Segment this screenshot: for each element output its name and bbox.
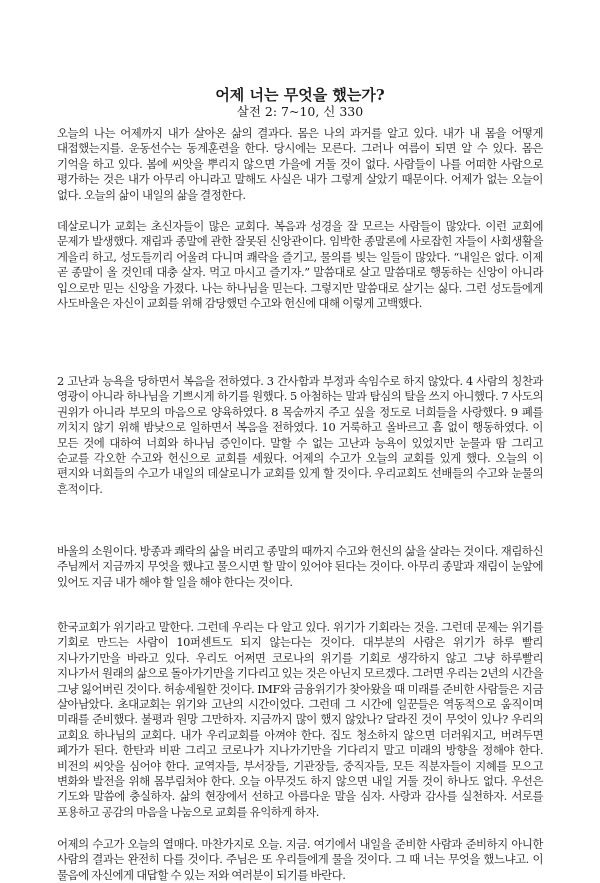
paragraph-1: 오늘의 나는 어제까지 내가 살아온 삶의 결과다. 몸은 나의 과거를 알고 있다. 내가 내 몸을 어떻게 대접했는지를. 운동선수는 동계훈련을 한다. 당시에는 모른다. 그러나 여름이 되면 알 수 있다. 몸은 기억을 하고 있다. 봄에 씨앗을 뿌리지 않으면 가을에 거둘 것이 없다. 사람들이 나를 어떠한 사람으로 평가하는 것은 내가 아무리 아니라고 말해도 사실은 내가 그렇게 살았기 때문이다. 어제가 없는 오늘이 없다. 오늘의 삶이 내일의 삶을 결정한다.: [57, 126, 543, 202]
paragraph-2: 데살로니가 교회는 초신자들이 많은 교회다. 복음과 성경을 잘 모르는 사람들이 많았다. 이런 교회에 문제가 발생했다. 재림과 종말에 관한 잘못된 신앙관이다. 임박한 종말론에 사로잡힌 자들이 사회생활을 게을리 하고, 성도들끼리 어울려 다니며 쾌락을 즐기고, 물의를 빚는 일들이 많았다. “내일은 없다. 이제 곧 종말이 올 것인데 대충 살자. 먹고 마시고 즐기자.” 말씀대로 살고 말씀대로 행동하는 신앙이 아니라 입으로만 믿는 신앙을 가졌다. 나는 하나님을 믿는다. 그렇지만 말씀대로 살기는 싫다. 그런 성도들에게 사도바울은 자신이 교회를 위해 감당했던 수고와 헌신에 대해 이렇게 고백했다.: [57, 219, 543, 311]
paragraph-4: 바울의 소원이다. 방종과 쾌락의 삶을 버리고 종말의 때까지 수고와 헌신의 삶을 살라는 것이다. 재림하신 주님께서 지금까지 무엇을 했냐고 물으시면 할 말이 있어야 된다는 것이다. 아무리 종말과 재림이 눈앞에 있어도 지금 내가 해야 할 일을 해야 한다는 것이다.: [57, 544, 543, 589]
paragraph-5: 한국교회가 위기라고 말한다. 그런데 우리는 다 알고 있다. 위기가 기회라는 것을. 그런데 문제는 위기를 기회로 만드는 사람이 10퍼센트도 되지 않는다는 것이다. 대부분의 사람은 위기가 하루 빨리 지나가기만을 바라고 있다. 우리도 어쩌면 코로나의 위기를 기회로 생각하지 않고 그냥 하루빨리 지나가서 원래의 삶으로 돌아가기만을 기다리고 있는 것은 아닌지 모르겠다. 그러면 우리는 2년의 시간을 그냥 잃어버린 것이다. 허송세월한 것이다. IMF와 금융위기가 찾아왔을 때 미래를 준비한 사람들은 지금 살아남았다. 초대교회는 위기와 고난의 시간이었다. 그런데 그 시간에 일꾼들은 역동적으로 움직이며 미래를 준비했다. 불평과 원망 그만하자. 지금까지 많이 했지 않았나? 달라진 것이 무엇이 있나? 우리의 교회요 하나님의 교회다. 내가 우리교회를 아껴야 한다. 집도 청소하지 않으면 더러워지고, 버려두면 폐가가 된다. 한탄과 비판 그리고 코로나가 지나가기만을 기다리지 말고 미래의 방향을 정해야 한다. 비전의 씨앗을 심어야 한다. 교역자들, 부서장들, 기관장들, 중직자들, 모든 직분자들이 지혜를 모으고 변화와 발전을 위해 몸부림쳐야 한다. 오늘 아무것도 하지 않으면 내일 거둘 것이 하나도 없다. 우선은 기도와 말씀에 충실하자. 삶의 현장에서 선하고 아름다운 말을 심자. 사랑과 감사를 실천하자. 서로를 포용하고 공감의 마음을 나눔으로 교회를 유익하게 하자.: [57, 620, 543, 819]
scripture-reference: 살전 2: 7~10, 신 330: [236, 104, 364, 119]
paragraph-6: 어제의 수고가 오늘의 열매다. 마찬가지로 오늘. 지금. 여기에서 내일을 준비한 사람과 준비하지 아니한 사람의 결과는 완전히 다를 것이다. 주님은 또 우리들에게 물을 것이다. 그 때 너는 무엇을 했느냐고. 이 물음에 자신에게 대답할 수 있는 저와 여러분이 되기를 바란다.: [57, 837, 543, 882]
sermon-title: 어제 너는 무엇을 했는가?: [215, 86, 385, 104]
paragraph-3: 2 고난과 능욕을 당하면서 복음을 전하였다. 3 간사함과 부정과 속임수로 하지 않았다. 4 사람의 칭찬과 영광이 아니라 하나님을 기쁘시게 하기를 원했다. 5 아첨하는 말과 탐심의 탈을 쓰지 아니했다. 7 사도의 권위가 아니라 부모의 마음으로 양육하였다. 8 목숨까지 주고 싶을 정도로 너희들을 사랑했다. 9 폐를 끼치지 않기 위해 밤낮으로 일하면서 복음을 전하였다. 10 거룩하고 올바르고 흠 없이 행동하였다. 이 모든 것에 대하여 너희와 하나님 증인이다. 말할 수 없는 고난과 능욕이 있었지만 눈물과 땀 그리고 순교를 각오한 수고와 헌신으로 교회를 세웠다. 어제의 수고가 오늘의 교회를 있게 했다. 오늘의 이 편지와 너희들의 수고가 내일의 데살로니가 교회를 있게 할 것이다. 우리교회도 선배들의 수고와 눈물의 흔적이다.: [57, 374, 543, 496]
